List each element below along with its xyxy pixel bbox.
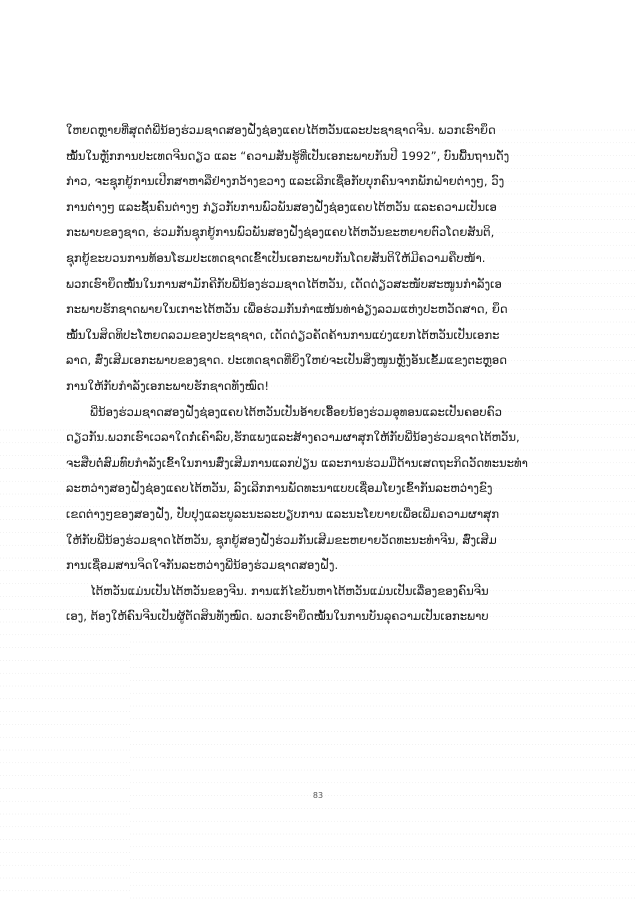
text-line: ໄຕ້ຫວັນແມ່ນເປັນໄຕ້ຫວັນຂອງຈີນ. ການແກ້ໄຂບັນຫາໄຕ້ຫວັນແມ່ນເປັນເລື່ອງຂອງຄົນຈີນ [90,583,489,598]
paragraph [66,400,566,579]
text-line: ລະຫວ່າງສອງຝັ່ງຊ່ອງແຄບໄຕ້ຫວັນ, ລົງເລີກການພັດທະນາແບບເຊື່ອມໂຍງເຂົ້າກັນລະຫວ່າງຂົງ [66,481,493,496]
text-line: ດຽວກັນ.ພວກເຮົາເວລາໃດກໍ່ເຄົາລົບ,ຮັກແພງແລະສ້າງຄວາມຜາສຸກໃຫ້ກັບພີ່ນ້ອງຮ່ວມຊາດໄຕ້ຫວັນ, [66,430,520,445]
paragraph [66,579,566,630]
text-line: ກະພາບຮັກຊາດພາຍໃນເກາະໄຕ້ຫວັນ ເພື່ອຮ່ວມກັນກຳແໜ້ນທ່າອ່ຽງລວມແຫ່ງປະຫວັດສາດ, ຍຶດ [66,302,508,317]
text-line: ໝັ້ນໃນສິດທິປະໂຫຍດລວມຂອງປະຊາຊາດ, ເດັດດ່ຽວຄັດຄ້ານການແບ່ງແຍກໄຕ້ຫວັນເປັນເອກະ [66,327,500,342]
text-line: ຈະສືບຕໍ່ສົມທົບກຳລັງເຂົ້າໃນການສົ່ງເສີມການແລກປ່ຽນ ແລະການຮ່ວມມືດ້ານເສດຖະກິດວັດທະນະທຳ [66,455,528,470]
text-line: ການໃຫ້ກັບກຳລັງເອກະພາບຮັກຊາດທັງໝົດ! [66,378,270,393]
text-line: ກ່າວ, ຈະຊຸກຍູ້ການເປີກສາຫາລືຢ່າງກວ້າງຂວາງ ແລະເລີກເຊື່ອກັບບຸກຄົນຈາກພັກຝ່າຍຕ່າງໆ, ວົງ [66,174,505,189]
text-line: ພີ່ນ້ອງຮ່ວມຊາດສອງຝັ່ງຊ່ອງແຄບໄຕ້ຫວັນເປັນອ້າຍເອື້ອຍນ້ອງຮ່ວມອຸທອນແລະເປັນຄອບຄົວ [90,404,502,419]
text-line: ເຂດຕ່າງໆຂອງສອງຝັ່ງ, ປັບປຸງແລະບູລະນະລະບຽບການ ແລະນະໂຍບາຍເພື່ອເພີ່ມຄວາມຜາສຸກ [66,506,499,521]
page-number: 83 [312,791,324,800]
body-text [66,118,566,630]
text-line: ການຕ່າງໆ ແລະຊັ້ນຄົນຕ່າງໆ ກ່ຽວກັບການພົວພັນສອງຝັ່ງຊ່ອງແຄບໄຕ້ຫວັນ ແລະຄວາມເປັນເອ [66,199,497,214]
text-line: ພວກເຮົາຍຶດໝັ້ນໃນການສາມັກຄີກັບພີ່ນ້ອງຮ່ວມຊາດໄຕ້ຫວັນ, ເດັດດ່ຽວສະໜັບສະໜູນກຳລັງເອ [66,276,502,291]
text-line: ການເຊື່ອມສານຈິດໃຈກັນລະຫວ່າງພີ່ນ້ອງຮ່ວມຊາດສອງຝັ່ງ. [66,558,339,573]
text-line: ໃຫ້ກັບພີ່ນ້ອງຮ່ວມຊາດໄຕ້ຫວັນ, ຊຸກຍູ້ສອງຝັ່ງຮ່ວມກັນເສີມຂະຫຍາຍວັດທະນະທຳຈີນ, ສົ່ງເສີມ [66,532,497,547]
text-line: ໃຫຍດຫຼາຍທີ່ສຸດຕໍ່ພີ່ນ້ອງຮ່ວມຊາດສອງຝັ່ງຊ່ອງແຄບໄຕ້ຫວັນແລະປະຊາຊາດຈີນ. ພວກເຮົາຍຶດ [66,123,496,137]
text-line: ກະພາບຂອງຊາດ, ຮ່ວມກັນຊຸກຍູ້ການພົວພັນສອງຝັ່ງຊ່ອງແຄບໄຕ້ຫວັນຂະຫຍາຍຕົວໂດຍສັນຕິ, [66,225,495,240]
text-line: ເອງ, ຕ້ອງໃຫ້ຄົນຈີນເປັນຜູ້ຕັດສິນທັງໝົດ. ພວກເຮົາຍຶດໝັ້ນໃນການບັນລຸຄວາມເປັນເອກະພາບ [66,609,489,624]
text-line: ໝັ້ນໃນຫຼັກການປະເທດຈີນດຽວ ແລະ “ຄວາມສັນຮູ້ທີ່ເປັນເອກະພາບກັນປີ 1992”, ບົນພື້ນຖານດັ່ງ [66,148,510,163]
paragraph [66,118,566,400]
text-line: ລາດ, ສົ່ງເສີມເອກະພາບຂອງຊາດ. ປະເທດຊາດທີ່ຍິ່ງໃຫຍ່ຈະເປັນສິ່ງໜູນຫຼັງອັນເຂັ້ມແຂງຕະຫຼອດ [66,353,507,368]
text-line: ຊຸກຍູ້ຂະບວນການທ້ອນໂຮມປະເທດຊາດເຂົ້າເປັນເອກະພາບກັນໂດຍສັນຕິໃຫ້ມີຄວາມຄືບໜ້າ. [66,250,486,265]
